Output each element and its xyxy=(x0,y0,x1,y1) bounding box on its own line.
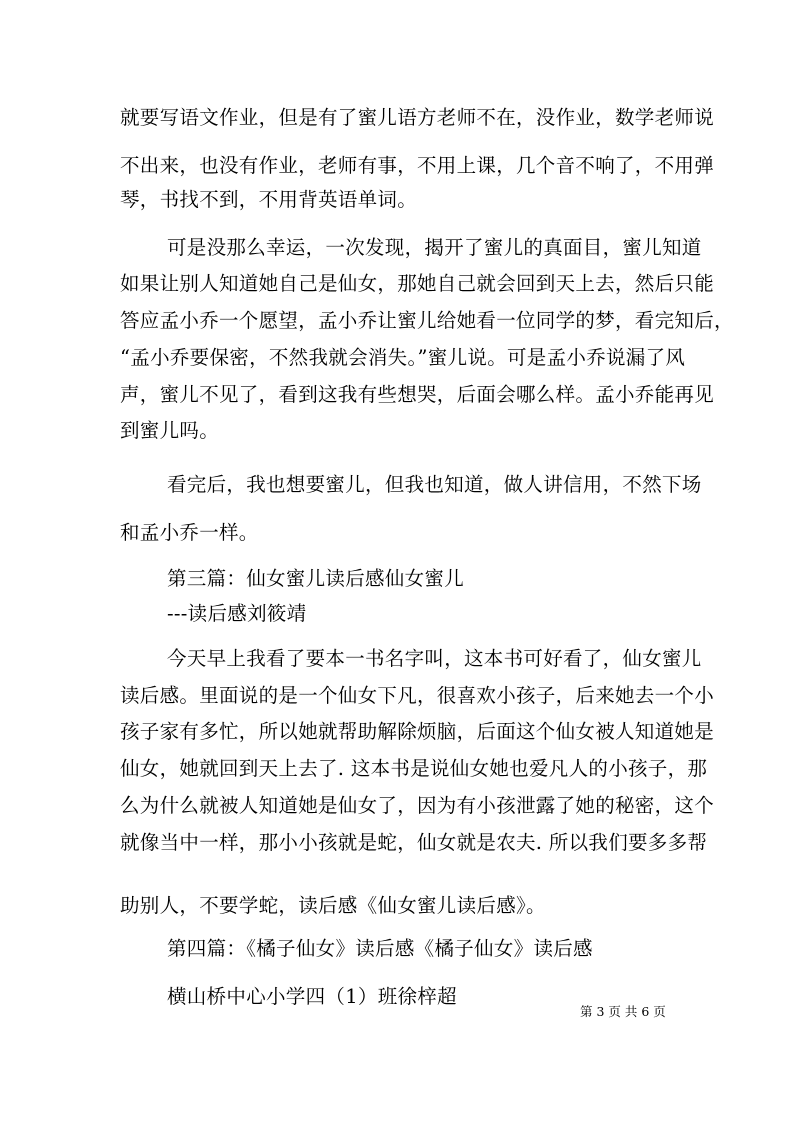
section-heading: 第四篇：《橘子仙女》读后感《橘子仙女》读后感 xyxy=(167,937,593,960)
body-line: 助别人，不要学蛇，读后感《仙女蜜儿读后感》。 xyxy=(120,894,546,917)
body-line: 声，蜜儿不见了，看到这我有些想哭，后面会哪么样。孟小乔能再见 xyxy=(120,383,715,406)
body-line: “孟小乔要保密，不然我就会消失。”蜜儿说。可是孟小乔说漏了风 xyxy=(120,346,686,369)
body-line: 就像当中一样，那小小孩就是蛇，仙女就是农夫. 所以我们要多多帮 xyxy=(120,831,708,854)
body-line: 可是没那么幸运，一次发现，揭开了蜜儿的真面目，蜜儿知道 xyxy=(167,236,702,259)
body-line: 仙女，她就回到天上去了. 这本书是说仙女她也爱凡人的小孩子，那 xyxy=(120,757,708,780)
body-line: 就要写语文作业，但是有了蜜儿语方老师不在，没作业，数学老师说 xyxy=(120,106,715,129)
body-line: 孩子家有多忙，所以她就帮助解除烦脑，后面这个仙女被人知道她是 xyxy=(120,720,715,743)
body-line: 看完后，我也想要蜜儿，但我也知道，做人讲信用，不然下场 xyxy=(167,473,702,496)
body-line: 不出来，也没有作业，老师有事，不用上课，几个音不响了，不用弹 xyxy=(120,154,715,177)
author-line: ---读后感刘筱靖 xyxy=(167,602,307,625)
body-line: 读后感。里面说的是一个仙女下凡，很喜欢小孩子，后来她去一个小 xyxy=(120,684,715,707)
body-line: 如果让别人知道她自己是仙女，那她自己就会回到天上去，然后只能 xyxy=(120,272,715,295)
author-line: 横山桥中心小学四（1）班徐梓超 xyxy=(167,985,457,1008)
body-line: 到蜜儿吗。 xyxy=(120,419,220,442)
body-line: 答应孟小乔一个愿望，孟小乔让蜜儿给她看一位同学的梦，看完知后， xyxy=(120,309,734,332)
body-line: 今天早上我看了要本一书名字叫，这本书可好看了，仙女蜜儿 xyxy=(167,647,702,670)
body-line: 琴，书找不到，不用背英语单词。 xyxy=(120,188,418,211)
body-line: 和孟小乔一样。 xyxy=(120,521,259,544)
body-line: 么为什么就被人知道她是仙女了，因为有小孩泄露了她的秘密，这个 xyxy=(120,794,715,817)
page-number-footer: 第 3 页 共 6 页 xyxy=(580,1004,666,1019)
section-heading: 第三篇：仙女蜜儿读后感仙女蜜儿 xyxy=(167,567,465,590)
